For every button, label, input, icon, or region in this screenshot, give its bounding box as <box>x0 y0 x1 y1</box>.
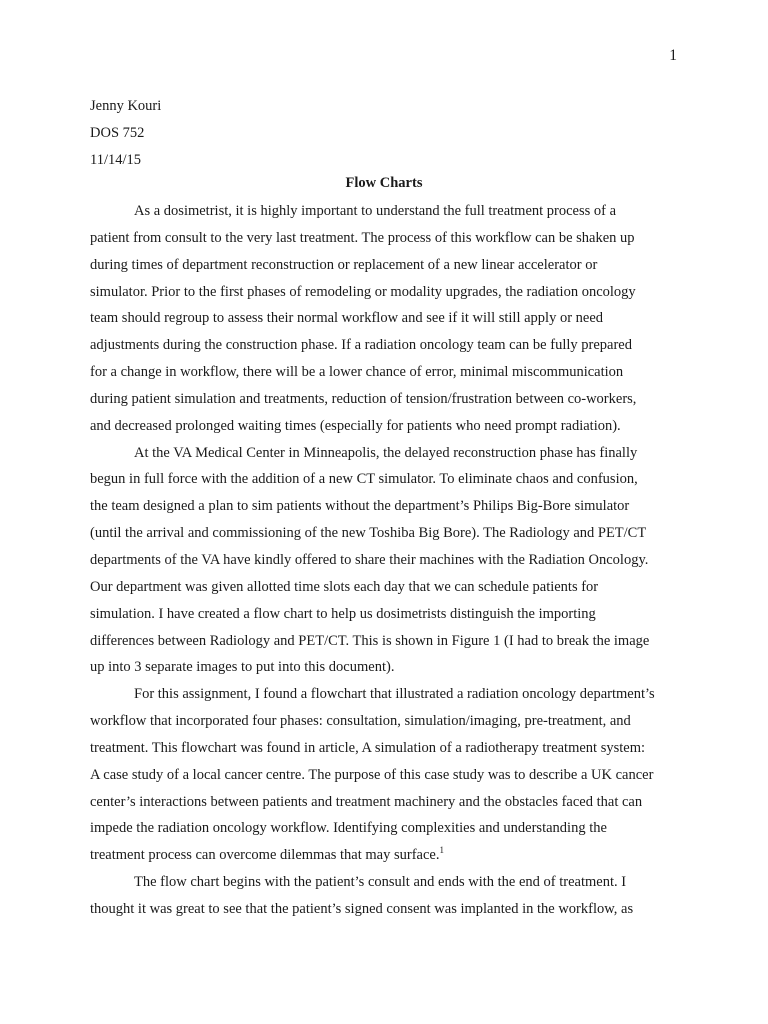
paragraph-line: impede the radiation oncology workflow. Identifying complexities and understanding the <box>90 820 607 837</box>
paragraph-line: team should regroup to assess their normal workflow and see if it will still apply or need <box>90 310 604 327</box>
document-title: Flow Charts <box>345 175 423 191</box>
page-number: 1 <box>669 47 677 64</box>
paragraph-line: begun in full force with the addition of a new CT simulator. To eliminate chaos and confusion, <box>90 471 638 488</box>
paragraph-line: the team designed a plan to sim patients without the department’s Philips Big-Bore simulator <box>90 498 630 515</box>
paragraph-line: (until the arrival and commissioning of the new Toshiba Big Bore). The Radiology and PET/CT <box>90 525 647 542</box>
paragraph-line: during times of department reconstruction or replacement of a new linear accelerator or <box>90 256 598 273</box>
paragraph-line: For this assignment, I found a flowchart that illustrated a radiation oncology department’s <box>134 686 655 703</box>
footnote-reference: 1 <box>439 845 444 856</box>
paragraph-line: simulator. Prior to the first phases of remodeling or modality upgrades, the radiation oncology <box>90 283 636 300</box>
paragraph-line-with-footnote <box>90 842 690 869</box>
paragraph-line: thought it was great to see that the patient’s signed consent was implanted in the workflow, as <box>90 900 634 917</box>
paragraph-line: The flow chart begins with the patient’s consult and ends with the end of treatment. I <box>134 874 627 891</box>
document-header <box>90 93 161 173</box>
paragraph-line: during patient simulation and treatments, reduction of tension/frustration between co-workers, <box>90 390 637 407</box>
paragraph-line: differences between Radiology and PET/CT. This is shown in Figure 1 (I had to break the image <box>90 632 650 649</box>
paragraph-line: At the VA Medical Center in Minneapolis, the delayed reconstruction phase has finally <box>134 444 638 461</box>
paragraph-line: up into 3 separate images to put into this document). <box>90 659 395 676</box>
author-name: Jenny Kouri <box>90 98 162 114</box>
course-code: DOS 752 <box>90 124 145 141</box>
paragraph-line: workflow that incorporated four phases: consultation, simulation/imaging, pre-treatment, and <box>90 713 631 730</box>
paragraph-line: center’s interactions between patients and treatment machinery and the obstacles faced that can <box>90 793 643 810</box>
paragraph-line: simulation. I have created a flow chart to help us dosimetrists distinguish the importing <box>90 605 596 622</box>
paragraph-line: for a change in workflow, there will be a lower chance of error, minimal miscommunication <box>90 364 624 381</box>
paragraph-line: adjustments during the construction phase. If a radiation oncology team can be fully prepared <box>90 337 632 354</box>
paragraph-line: Our department was given allotted time slots each day that we can schedule patients for <box>90 578 599 595</box>
paragraph-line: treatment. This flowchart was found in article, A simulation of a radiotherapy treatment system: <box>90 739 646 756</box>
paragraph-line: A case study of a local cancer centre. The purpose of this case study was to describe a UK cancer <box>90 766 654 783</box>
document-date: 11/14/15 <box>90 151 142 168</box>
paragraph-line: departments of the VA have kindly offered to share their machines with the Radiation Oncology. <box>90 551 649 568</box>
paragraph-line: patient from consult to the very last treatment. The process of this workflow can be shaken up <box>90 229 635 246</box>
paragraph-text: treatment process can overcome dilemmas that may surface. <box>90 847 440 864</box>
paragraph-line: As a dosimetrist, it is highly important to understand the full treatment process of a <box>134 203 617 219</box>
paragraph-line: and decreased prolonged waiting times (especially for patients who need prompt radiation). <box>90 417 621 434</box>
document-body <box>90 198 690 923</box>
